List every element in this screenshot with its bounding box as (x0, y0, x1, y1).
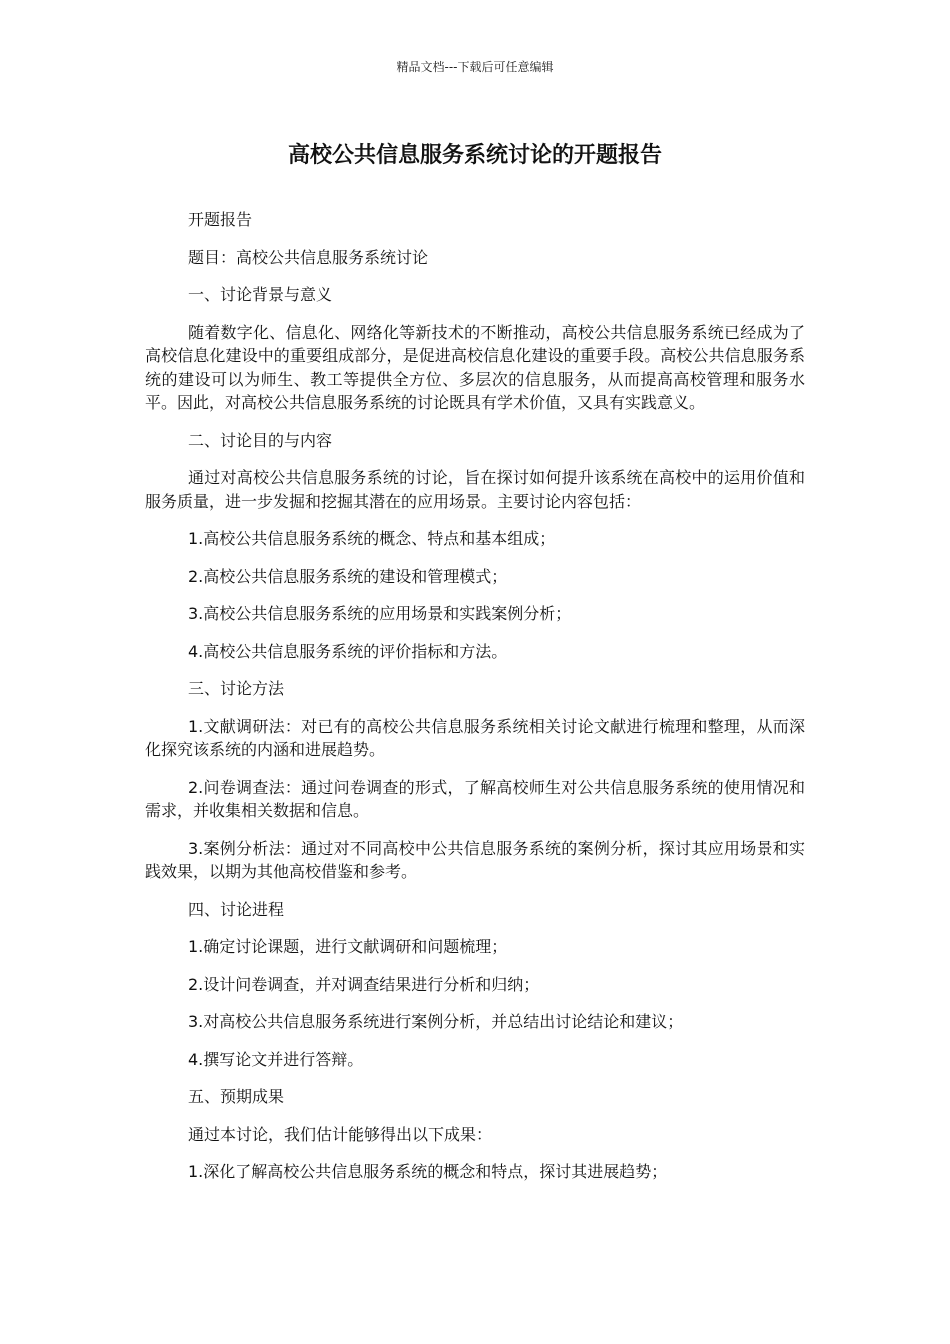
list-item: 2.问卷调查法：通过问卷调查的形式，了解高校师生对公共信息服务系统的使用情况和需求，并收集相关数据和信息。 (145, 777, 805, 820)
list-item: 4.高校公共信息服务系统的评价指标和方法。 (188, 641, 508, 661)
header-note: 精品文档---下载后可任意编辑 (396, 60, 554, 74)
section-heading-methods: 三、讨论方法 (188, 679, 285, 698)
list-item: 4.撰写论文并进行答辩。 (188, 1049, 364, 1069)
section-heading-progress: 四、讨论进程 (188, 899, 285, 919)
list-item: 1.文献调研法：对已有的高校公共信息服务系统相关讨论文献进行梳理和整理，从而深化探究该系统的内涵和进展趋势。 (145, 716, 805, 759)
document-title: 高校公共信息服务系统讨论的开题报告 (287, 143, 662, 168)
paragraph-outcomes-intro: 通过本讨论，我们估计能够得出以下成果： (188, 1124, 493, 1144)
list-item: 3.对高校公共信息服务系统进行案例分析，并总结出讨论结论和建议； (188, 1012, 684, 1031)
section-heading-background: 一、讨论背景与意义 (188, 285, 333, 304)
list-item: 3.案例分析法：通过对不同高校中公共信息服务系统的案例分析，探讨其应用场景和实践效果，以期为其他高校借鉴和参考。 (145, 838, 805, 881)
list-item: 2.高校公共信息服务系统的建设和管理模式； (188, 566, 508, 586)
paragraph-report-label: 开题报告 (188, 210, 253, 229)
paragraph-purpose: 通过对高校公共信息服务系统的讨论，旨在探讨如何提升该系统在高校中的运用价值和服务质量，进一步发掘和挖掘其潜在的应用场景。主要讨论内容包括： (145, 468, 805, 511)
list-item: 1.高校公共信息服务系统的概念、特点和基本组成； (188, 529, 556, 548)
list-item: 1.深化了解高校公共信息服务系统的概念和特点，探讨其进展趋势； (188, 1162, 668, 1181)
list-item: 3.高校公共信息服务系统的应用场景和实践案例分析； (188, 604, 572, 623)
paragraph-background: 随着数字化、信息化、网络化等新技术的不断推动，高校公共信息服务系统已经成为了高校信息化建设中的重要组成部分，是促进高校信息化建设的重要手段。高校公共信息服务系统的建设可以为师生、教工等提供全方位、多层次的信息服务，从而提高高校管理和服务水平。因此，对高校公共信息服务系统的讨论既具有学术价值，又具有实践意义。 (145, 322, 805, 412)
list-item: 2.设计问卷调查，并对调查结果进行分析和归纳； (188, 974, 540, 994)
document-body (145, 208, 805, 1198)
section-heading-purpose: 二、讨论目的与内容 (188, 430, 333, 450)
list-item: 1.确定讨论课题，进行文献调研和问题梳理； (188, 937, 508, 956)
section-heading-outcomes: 五、预期成果 (188, 1087, 285, 1106)
paragraph-topic: 题目：高校公共信息服务系统讨论 (188, 247, 429, 267)
